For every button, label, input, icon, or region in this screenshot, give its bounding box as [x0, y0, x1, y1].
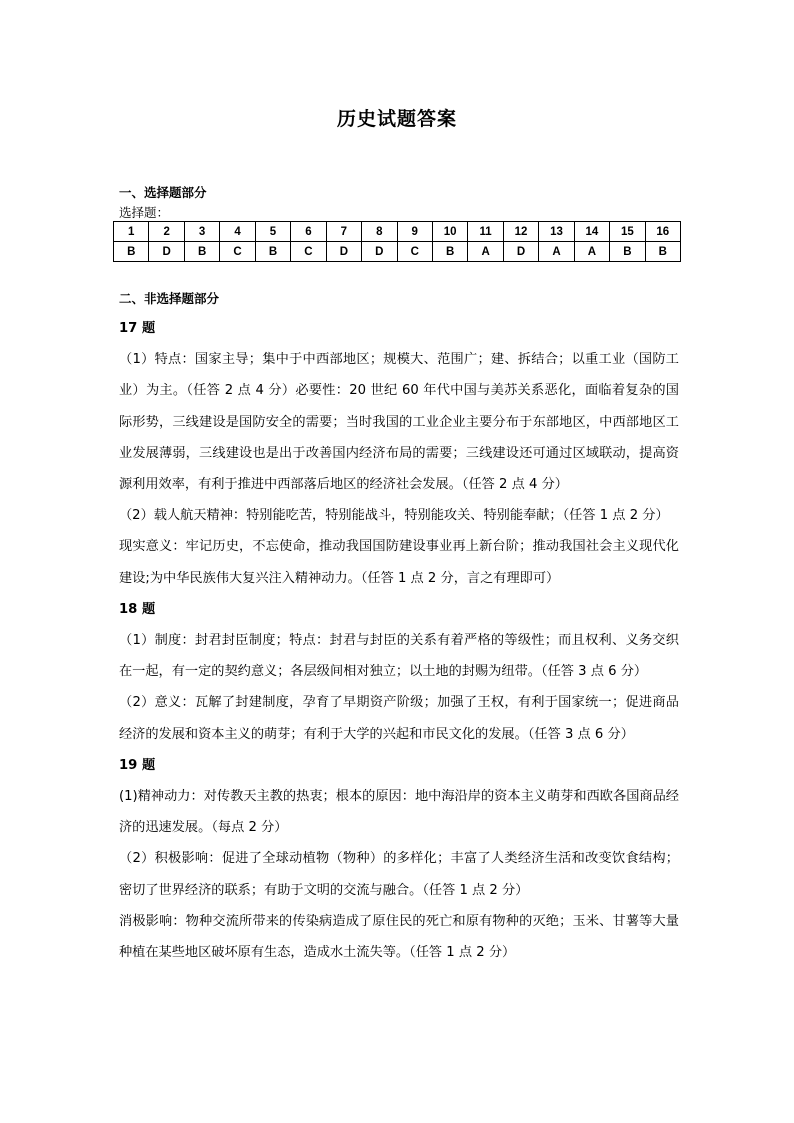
answer-cell: B	[255, 242, 290, 262]
answer-row	[114, 242, 681, 262]
question-number-cell: 13	[539, 222, 574, 242]
answer-cell: A	[574, 242, 609, 262]
question-number-cell: 3	[184, 222, 219, 242]
answer-cell: B	[114, 242, 149, 262]
answer-cell: A	[468, 242, 503, 262]
answer-cell: D	[362, 242, 397, 262]
non-choice-answers	[119, 313, 679, 968]
question-number-cell: 11	[468, 222, 503, 242]
question-number-row	[114, 222, 681, 242]
question-number-cell: 16	[645, 222, 680, 242]
answer-cell: C	[220, 242, 255, 262]
question-17-part-1: （1）特点：国家主导；集中于中西部地区；规模大、范围广；建、拆结合；以重工业（国防工业）为主。（任答 2 点 4 分）必要性：20 世纪 60 年代中国与美苏关系恶化，面临着复杂的国际形势，三线建设是国防安全的需要；当时我国的工业企业主要分布于东部地区，中西部地区工业发展薄弱，三线建设也是出于改善国内经济布局的需要；三线建设还可通过区域联动，提高资源利用效率，有利于推进中西部落后地区的经济社会发展。（任答 2 点 4 分）	[119, 352, 679, 493]
answer-table	[113, 221, 681, 262]
question-18-part-1: （1）制度：封君封臣制度；特点：封君与封臣的关系有着严格的等级性；而且权利、义务交织在一起，有一定的契约意义；各层级间相对独立；以土地的封赐为纽带。（任答 3 点 6 分）	[119, 633, 679, 680]
section-2-heading: 二、非选择题部分	[119, 291, 220, 306]
question-17-significance: 现实意义：牢记历史，不忘使命，推动我国国防建设事业再上新台阶；推动我国社会主义现代化建设;为中华民族伟大复兴注入精神动力。（任答 1 点 2 分，言之有理即可）	[119, 539, 679, 586]
question-number-cell: 8	[362, 222, 397, 242]
answer-cell: B	[184, 242, 219, 262]
answer-cell: B	[645, 242, 680, 262]
question-18-part-2: （2）意义：瓦解了封建制度，孕育了早期资产阶级；加强了王权，有利于国家统一；促进商品经济的发展和资本主义的萌芽；有利于大学的兴起和市民文化的发展。（任答 3 点 6 分）	[119, 695, 679, 742]
question-number-cell: 12	[503, 222, 538, 242]
question-number-cell: 1	[114, 222, 149, 242]
question-19-heading: 19 题	[119, 757, 156, 773]
question-number-cell: 15	[610, 222, 645, 242]
question-number-cell: 7	[326, 222, 361, 242]
multiple-choice-label: 选择题：	[119, 205, 170, 220]
answer-cell: D	[503, 242, 538, 262]
question-number-cell: 9	[397, 222, 432, 242]
answer-cell: B	[610, 242, 645, 262]
answer-cell: C	[291, 242, 326, 262]
question-number-cell: 4	[220, 222, 255, 242]
answer-cell: B	[432, 242, 467, 262]
question-number-cell: 10	[432, 222, 467, 242]
question-19-part-1: (1)精神动力：对传教天主教的热衷；根本的原因：地中海沿岸的资本主义萌芽和西欧各国商品经济的迅速发展。（每点 2 分）	[119, 789, 679, 836]
answer-cell: A	[539, 242, 574, 262]
question-number-cell: 14	[574, 222, 609, 242]
question-number-cell: 2	[149, 222, 184, 242]
answer-cell: D	[149, 242, 184, 262]
question-18-heading: 18 题	[119, 601, 156, 617]
section-1-heading: 一、选择题部分	[119, 185, 207, 200]
question-19-negative-impact: 消极影响：物种交流所带来的传染病造成了原住民的死亡和原有物种的灭绝；玉米、甘薯等大量种植在某些地区破坏原有生态，造成水土流失等。（任答 1 点 2 分）	[119, 913, 679, 961]
question-number-cell: 5	[255, 222, 290, 242]
answer-cell: D	[326, 242, 361, 262]
question-17-part-2: （2）载人航天精神：特别能吃苦，特别能战斗，特别能攻关、特别能奉献；（任答 1 点 2 分）	[119, 508, 669, 524]
question-19-part-2: （2）积极影响：促进了全球动植物（物种）的多样化；丰富了人类经济生活和改变饮食结构；密切了世界经济的联系；有助于文明的交流与融合。（任答 1 点 2 分）	[119, 851, 679, 898]
question-17-heading: 17 题	[119, 321, 156, 336]
answer-cell: C	[397, 242, 432, 262]
question-number-cell: 6	[291, 222, 326, 242]
page-title: 历史试题答案	[336, 108, 457, 130]
